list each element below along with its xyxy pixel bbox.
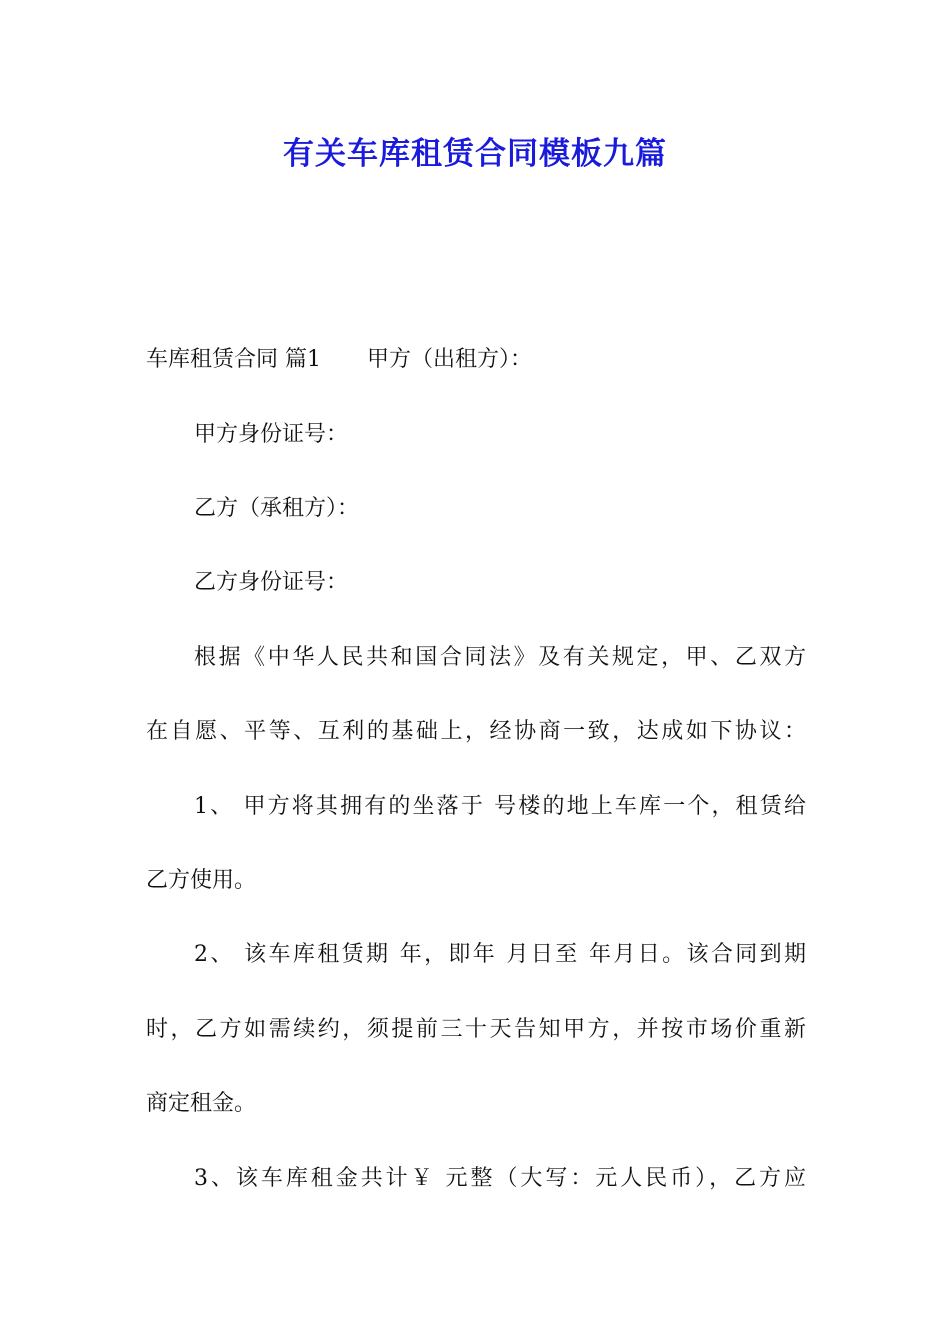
clause-1-line: 1、 甲方将其拥有的坐落于 号楼的地上车库一个，租赁给: [194, 794, 806, 819]
party-a-label: 甲方（出租方）：: [367, 347, 533, 372]
clause-2-line: 商定租金。: [146, 1091, 257, 1116]
clause-2-line: 2、 该车库租赁期 年，即年 月日至 年月日。该合同到期: [194, 942, 806, 967]
party-b-line: 乙方（承租方）：: [194, 496, 360, 521]
clause-3-line: 3、该车库租金共计￥ 元整（大写：元人民币），乙方应: [194, 1166, 806, 1191]
party-a-id-line: 甲方身份证号：: [194, 422, 349, 447]
party-b-id-line: 乙方身份证号：: [194, 570, 349, 595]
document-title: 有关车库租赁合同模板九篇: [283, 136, 667, 172]
contract-heading-line: [146, 345, 806, 375]
paragraph-line: 在自愿、平等、互利的基础上，经协商一致，达成如下协议：: [146, 719, 806, 744]
section-label: 车库租赁合同 篇1: [146, 347, 321, 372]
clause-1-line: 乙方使用。: [146, 868, 257, 893]
clause-2-line: 时，乙方如需续约，须提前三十天告知甲方，并按市场价重新: [146, 1017, 806, 1042]
paragraph-line: 根据《中华人民共和国合同法》及有关规定，甲、乙双方: [194, 645, 806, 670]
